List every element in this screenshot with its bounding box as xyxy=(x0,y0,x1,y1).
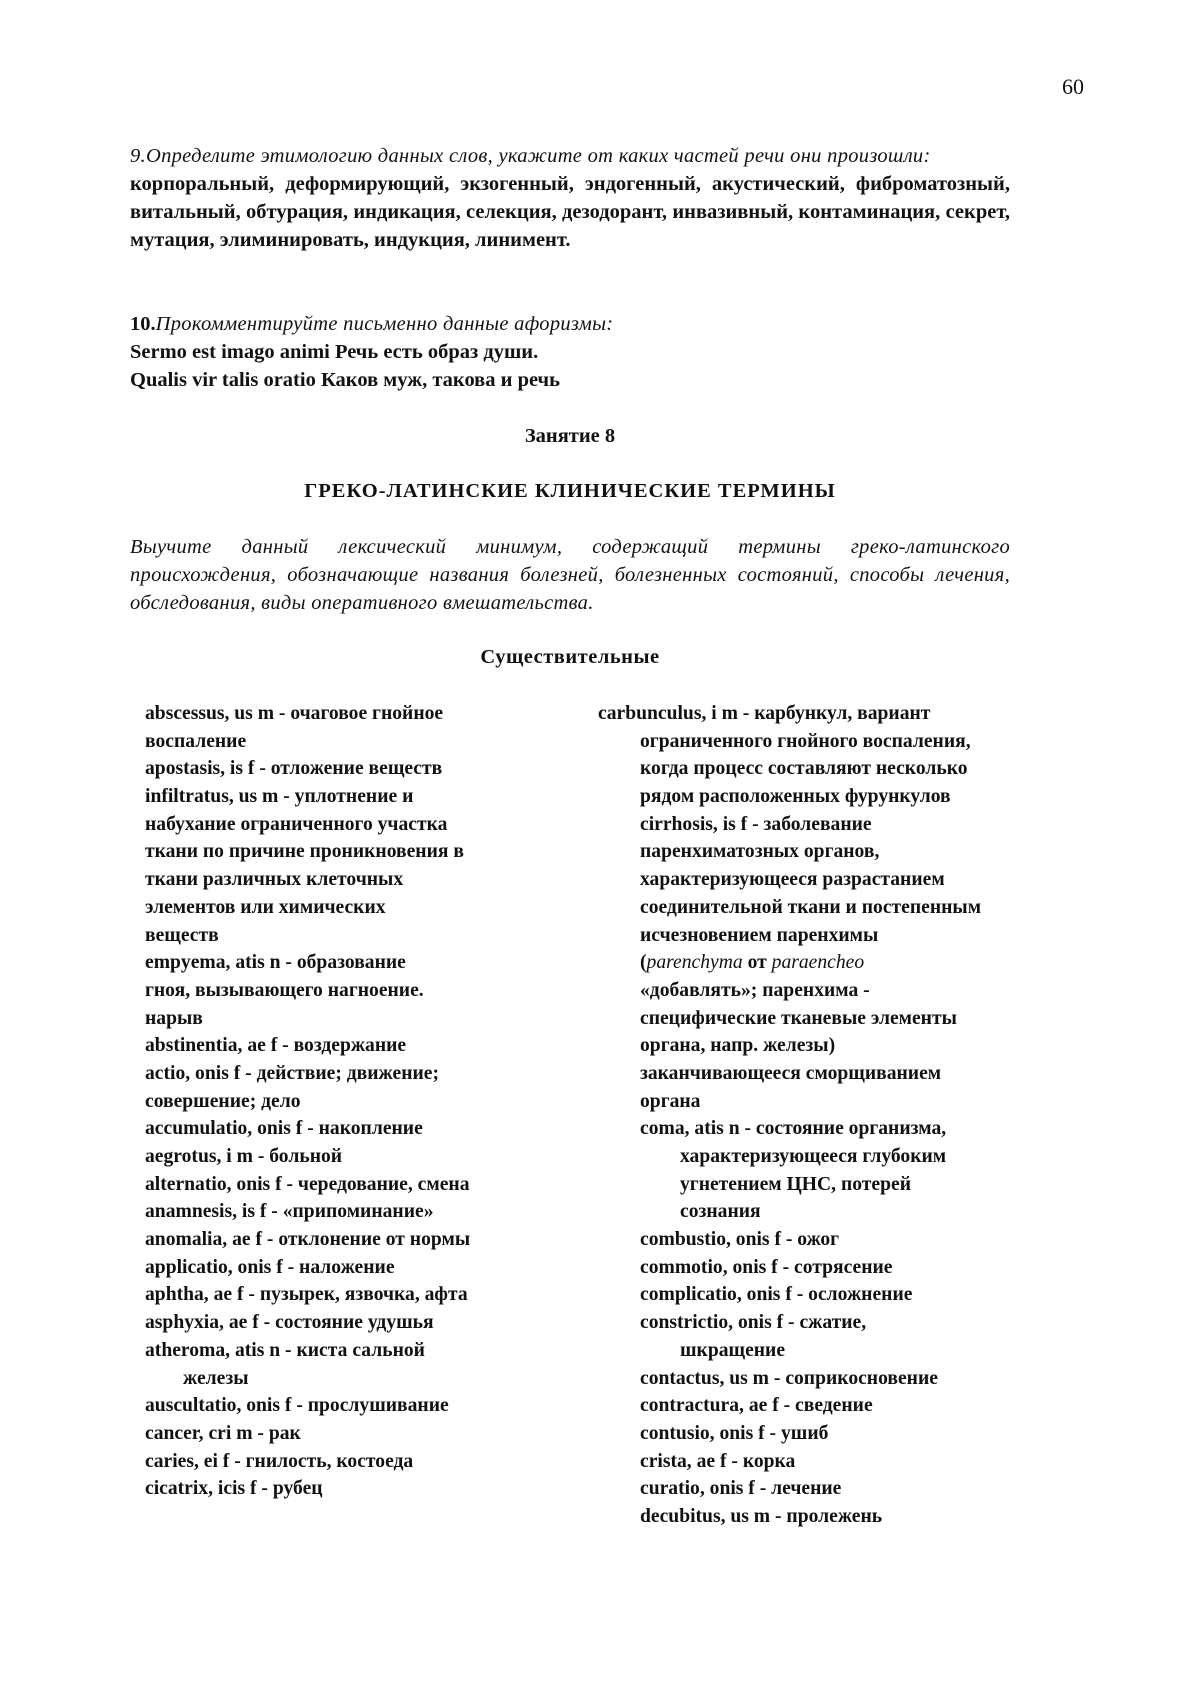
vocab-line: характеризующееся глубоким xyxy=(680,1146,947,1167)
vocab-line: applicatio, onis f - наложение xyxy=(145,1256,395,1278)
vocab-line: воспаление xyxy=(145,730,247,752)
vocab-line: угнетением ЦНС, потерей xyxy=(680,1173,911,1195)
vocab-line: заканчивающееся сморщиванием xyxy=(640,1062,942,1084)
vocab-line: decubitus, us m - пролежень xyxy=(640,1505,883,1527)
study-instruction: Выучите данный лексический минимум, содержащий термины греко-латинского происхождения, обозначающие названия болезней, болезненных состояний, способы лечения, обследования, виды оперативного вмешательства. xyxy=(130,536,1010,614)
task-10-heading xyxy=(130,310,1010,338)
aphorism-2: Qualis vir talis oratio Каков муж, такова и речь xyxy=(130,369,560,391)
vocab-line: ткани различных клеточных xyxy=(145,869,404,891)
etymology-connector: от xyxy=(747,952,767,974)
vocab-line: combustio, onis f - ожог xyxy=(640,1229,840,1251)
task-10-instruction: Прокомментируйте письменно данные афоризмы: xyxy=(155,313,614,335)
task-9-instruction: 9.Определите этимологию данных слов, укажите от каких частей речи они произошли: xyxy=(130,145,931,167)
etymology-source: paraencheo xyxy=(771,952,865,974)
vocab-line: сознания xyxy=(680,1201,761,1223)
vocab-line: специфические тканевые элементы xyxy=(640,1007,957,1029)
task-10-number: 10. xyxy=(130,313,156,335)
vocab-line: cirrhosis, is f - заболевание xyxy=(640,813,872,835)
vocab-line: cicatrix, icis f - рубец xyxy=(145,1478,323,1500)
vocab-line: crista, ae f - корка xyxy=(640,1450,796,1472)
vocab-line: ограниченного гнойного воспаления, xyxy=(640,730,971,752)
vocab-line: органа xyxy=(640,1090,701,1112)
lesson-heading: Занятие 8 xyxy=(524,425,616,447)
section-title: ГРЕКО-ЛАТИНСКИЕ КЛИНИЧЕСКИЕ ТЕРМИНЫ xyxy=(304,480,836,502)
vocab-line: anomalia, ae f - отклонение от нормы xyxy=(145,1229,471,1251)
vocab-line: «добавлять»; паренхима - xyxy=(640,979,870,1001)
vocab-line: паренхиматозных органов, xyxy=(640,841,880,863)
vocab-line: coma, atis n - состояние организма, xyxy=(640,1118,947,1140)
vocab-line: характеризующееся разрастанием xyxy=(640,869,945,891)
task-10 xyxy=(130,310,1010,394)
vocab-line: железы xyxy=(183,1367,249,1389)
vocab-line: abstinentia, ae f - воздержание xyxy=(145,1035,407,1057)
vocab-line: contusio, onis f - ушиб xyxy=(640,1422,829,1444)
vocab-line: aegrotus, i m - больной xyxy=(145,1146,343,1167)
vocab-line: accumulatio, onis f - накопление xyxy=(145,1118,423,1140)
task-9-word-list: корпоральный, деформирующий, экзогенный, эндогенный, акустический, фиброматозный, витальный, обтурация, индикация, селекция, дезодорант, инвазивный, контаминация, секрет, мутация, элиминировать, индукция, линимент. xyxy=(130,173,1010,251)
vocab-line: contractura, ae f - сведение xyxy=(640,1395,873,1417)
etymology-term: parenchyma xyxy=(646,952,743,974)
vocab-line: исчезновением паренхимы xyxy=(640,924,879,946)
vocab-line: шкращение xyxy=(680,1339,786,1361)
vocab-line: cancer, cri m - рак xyxy=(145,1422,301,1444)
vocab-line: aphtha, ae f - пузырек, язвочка, афта xyxy=(145,1284,468,1306)
vocab-line-etymology: (parenchyma от paraencheo xyxy=(640,952,865,974)
vocabulary-left-column xyxy=(145,700,585,1503)
vocab-line: соединительной ткани и постепенным xyxy=(640,896,982,918)
vocab-line: anamnesis, is f - «припоминание» xyxy=(145,1201,434,1223)
vocab-line: carbunculus, i m - карбункул, вариант xyxy=(598,703,931,724)
vocab-line: contactus, us m - соприкосновение xyxy=(640,1367,938,1389)
page-number: 60 xyxy=(1062,74,1084,99)
vocab-line: auscultatio, onis f - прослушивание xyxy=(145,1395,449,1417)
vocab-line: asphyxia, ae f - состояние удушья xyxy=(145,1312,434,1334)
vocabulary-right-column xyxy=(598,700,1048,1531)
vocab-line: совершение; дело xyxy=(145,1090,301,1112)
task-9 xyxy=(130,142,1010,254)
vocab-line: органа, напр. железы) xyxy=(640,1035,836,1057)
vocab-line: infiltratus, us m - уплотнение и xyxy=(145,786,414,808)
vocab-line: caries, ei f - гнилость, костоеда xyxy=(145,1450,414,1472)
vocab-line: complicatio, onis f - осложнение xyxy=(640,1284,913,1306)
vocab-line: когда процесс составляют несколько xyxy=(640,758,968,780)
vocab-line: abscessus, us m - очаговое гнойное xyxy=(145,703,444,724)
vocab-line: alternatio, onis f - чередование, смена xyxy=(145,1173,470,1195)
vocab-line: commotio, onis f - сотрясение xyxy=(640,1256,893,1278)
vocab-line: curatio, onis f - лечение xyxy=(640,1478,842,1500)
nouns-subtitle: Существительные xyxy=(480,646,660,668)
vocab-line: apostasis, is f - отложение веществ xyxy=(145,758,443,780)
vocab-line: constrictio, onis f - сжатие, xyxy=(640,1312,867,1334)
vocab-line: actio, onis f - действие; движение; xyxy=(145,1062,440,1084)
vocab-line: empyema, atis n - образование xyxy=(145,952,406,974)
vocab-line: набухание ограниченного участка xyxy=(145,813,448,835)
vocab-line: atheroma, atis n - киста сальной xyxy=(145,1339,425,1361)
vocab-line: элементов или химических xyxy=(145,896,386,918)
vocab-line: веществ xyxy=(145,924,219,946)
vocab-line: нарыв xyxy=(145,1007,203,1029)
vocab-line: рядом расположенных фурункулов xyxy=(640,786,951,808)
vocab-line: гноя, вызывающего нагноение. xyxy=(145,979,424,1001)
aphorism-1: Sermo est imago animi Речь есть образ души. xyxy=(130,341,539,363)
vocab-line: ткани по причине проникновения в xyxy=(145,841,464,863)
